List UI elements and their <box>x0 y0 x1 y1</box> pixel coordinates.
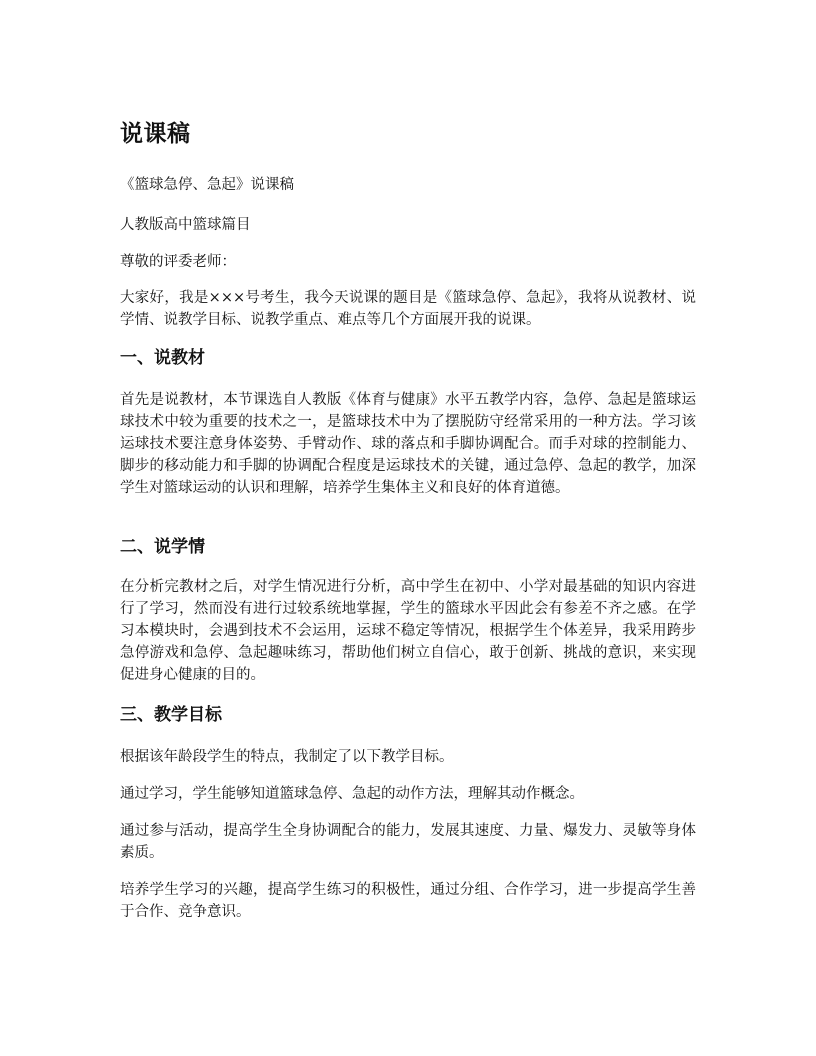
section-paragraph-students: 在分析完教材之后，对学生情况进行分析，高中学生在初中、小学对最基础的知识内容进行了学习，然而没有进行过较系统地掌握，学生的篮球水平因此会有参差不齐之感。在学习本模块时，会遇到技术不会运用，运球不稳定等情况，根据学生个体差异，我采用跨步急停游戏和急停、急起趣味练习，帮助他们树立自信心，敢于创新、挑战的意识，来实现促进身心健康的目的。 <box>120 579 696 683</box>
objective-ability-paragraph: 通过参与活动，提高学生全身协调配合的能力，发展其速度、力量、爆发力、灵敏等身体素质。 <box>120 823 696 861</box>
objective-knowledge-paragraph: 通过学习，学生能够知道篮球急停、急起的动作方法，理解其动作概念。 <box>120 786 584 802</box>
section-heading-textbook: 一、说教材 <box>120 348 205 368</box>
section-heading-students: 二、说学情 <box>120 537 205 557</box>
objective-attitude-paragraph: 培养学生学习的兴趣，提高学生练习的积极性，通过分组、合作学习，进一步提高学生善于合作、竞争意识。 <box>120 882 696 920</box>
lesson-title-line: 《篮球急停、急起》说课稿 <box>120 177 294 193</box>
objectives-intro-paragraph: 根据该年龄段学生的特点，我制定了以下教学目标。 <box>120 749 454 765</box>
section-heading-objectives: 三、教学目标 <box>120 705 222 725</box>
intro-paragraph: 大家好，我是×××号考生，我今天说课的题目是《篮球急停、急起》，我将从说教材、说学情、说教学目标、说教学重点、难点等几个方面展开我的说课。 <box>120 290 696 328</box>
greeting-line: 尊敬的评委老师： <box>120 254 236 270</box>
edition-line: 人教版高中篮球篇目 <box>120 217 251 233</box>
document-title: 说课稿 <box>120 121 191 147</box>
section-paragraph-textbook: 首先是说教材，本节课选自人教版《体育与健康》水平五教学内容，急停、急起是篮球运球技术中较为重要的技术之一，是篮球技术中为了摆脱防守经常采用的一种方法。学习该运球技术要注意身体姿势、手臂动作、球的落点和手脚协调配合。而手对球的控制能力、脚步的移动能力和手脚的协调配合程度是运球技术的关键，通过急停、急起的教学，加深学生对篮球运动的认识和理解，培养学生集体主义和良好的体育道德。 <box>120 392 696 496</box>
